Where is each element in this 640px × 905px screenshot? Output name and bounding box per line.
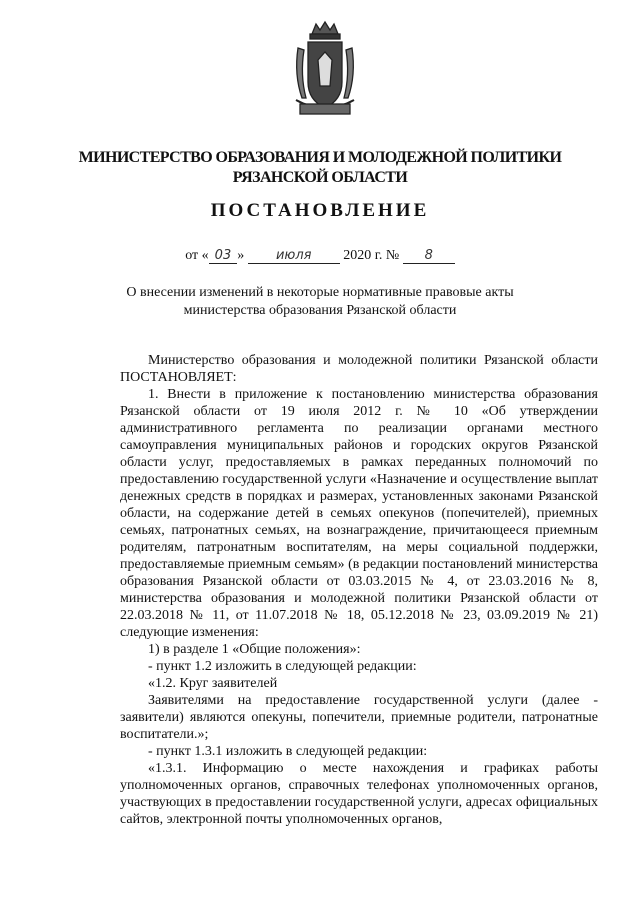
body-paragraph: Министерство образования и молодежной политики Рязанской области ПОСТАНОВЛЯЕТ: <box>120 353 598 385</box>
ministry-name-line1: МИНИСТЕРСТВО ОБРАЗОВАНИЯ И МОЛОДЕЖНОЙ ПОЛИТИКИ <box>78 149 562 166</box>
body-paragraph: 1. Внести в приложение к постановлению министерства образования Рязанской области от 19 июля 2012 г. № 10 «Об утверждении административного регламента по реализации органами местного самоуправления муниципальных районов и городских округов Рязанской области услуг, предоставляемых в рамках переданных полномочий по предоставлению государственной услуги «Назначение и осуществление выплат денежных средств в порядках и размерах, установленных законами Рязанской области, на содержание детей в семьях опекунов (попечителей), приемных семьях, патронатных семьях, на вознаграждение, причитающееся приемным родителям, патронатным воспитателям, на меры социальной поддержки, предоставляемые приемным семьям» (в редакции постановлений министерства образования Рязанской области от 03.03.2015 № 4, от 23.03.2016 № 8, министерства образования и молодежной политики Рязанской области от 22.03.2018 № 11, от 11.07.2018 № 18, 05.12.2018 № 23, 03.09.2019 № 21) следующие изменения: <box>120 387 598 640</box>
document-dateline <box>60 248 580 264</box>
document-subject <box>100 284 540 320</box>
subject-line1: О внесении изменений в некоторые нормативные правовые акты <box>126 285 514 300</box>
coat-of-arms-icon <box>290 20 360 120</box>
body-paragraph: «1.2. Круг заявителей <box>148 676 278 691</box>
document-number: 8 <box>403 248 455 264</box>
body-paragraph: Заявителями на предоставление государственной услуги (далее - заявители) являются опекуны, попечители, приемные родители, патронатные воспитатели.»; <box>120 693 598 742</box>
subject-line2: министерства образования Рязанской области <box>183 303 457 318</box>
body-paragraph: - пункт 1.3.1 изложить в следующей редакции: <box>148 744 428 759</box>
body-paragraph: - пункт 1.2 изложить в следующей редакции: <box>148 659 417 674</box>
document-body <box>120 352 598 828</box>
date-year: 2020 г. № <box>343 248 400 263</box>
body-paragraph: 1) в разделе 1 «Общие положения»: <box>148 642 361 657</box>
date-month: июля <box>248 248 340 264</box>
date-day: 03 <box>209 248 238 264</box>
date-prefix: от « <box>185 248 209 263</box>
document-type: ПОСТАНОВЛЕНИЕ <box>210 200 430 221</box>
body-paragraph: «1.3.1. Информацию о месте нахождения и графиках работы уполномоченных органов, справочных телефонах уполномоченных органов, участвующих в предоставлении государственной услуги, адресах официальных сайтов, электронной почты уполномоченных органов, <box>120 761 598 827</box>
date-mid: » <box>237 248 245 263</box>
ministry-name-line2: РЯЗАНСКОЙ ОБЛАСТИ <box>232 169 408 186</box>
ministry-name <box>60 148 580 188</box>
